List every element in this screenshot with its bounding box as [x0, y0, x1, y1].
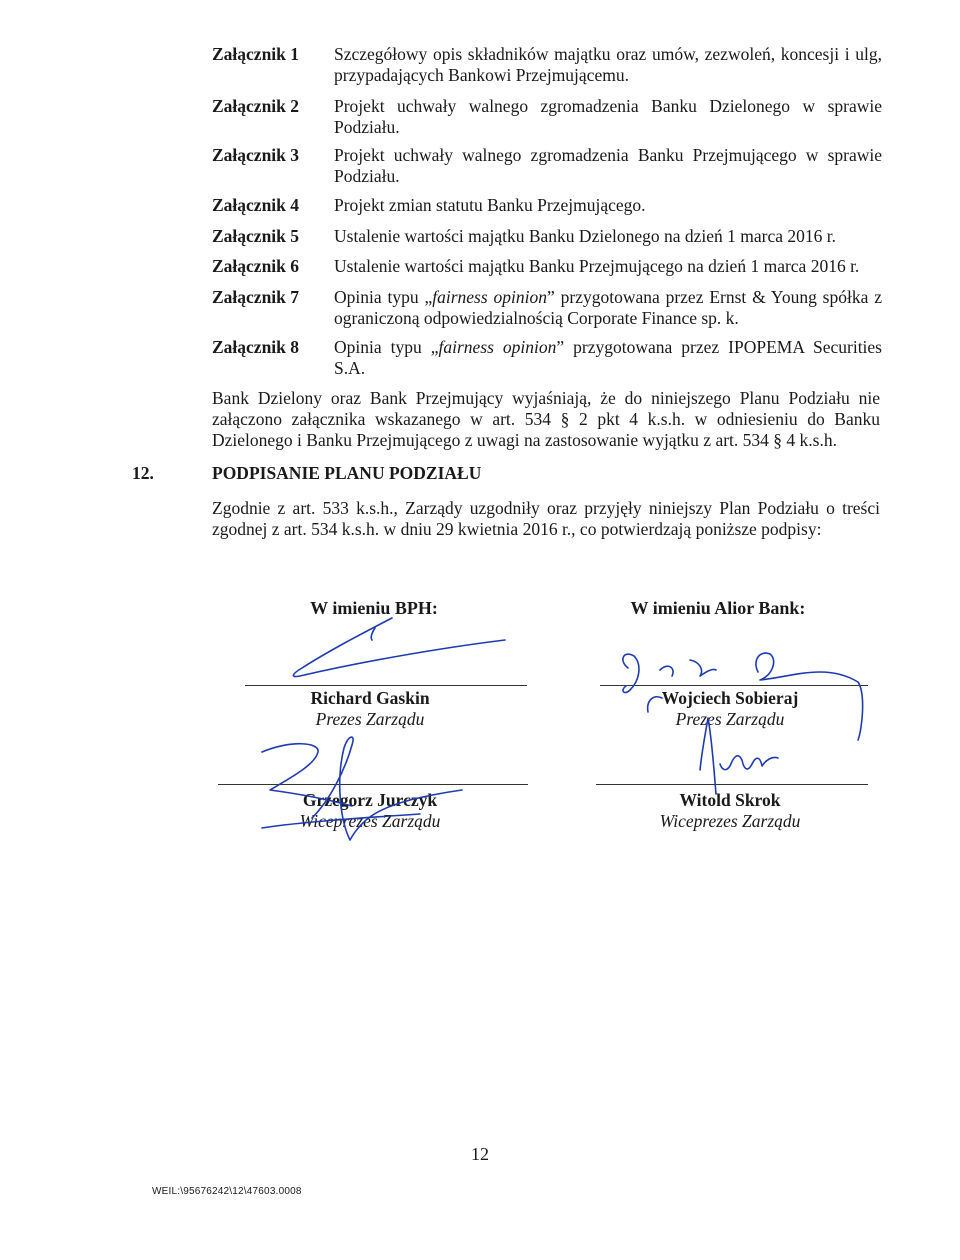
attachment-label: Załącznik 7 [212, 287, 300, 307]
attachment-label: Załącznik 2 [212, 96, 300, 116]
signatory-name: Witold Skrok [679, 790, 781, 810]
alior-signatory-heading: W imieniu Alior Bank: [630, 598, 806, 618]
section-number: 12. [132, 463, 154, 483]
signature-line [245, 685, 527, 686]
attachment-label: Załącznik 5 [212, 226, 300, 246]
signatory-role: Prezes Zarządu [315, 709, 425, 729]
section-paragraph: Zgodnie z art. 533 k.s.h., Zarządy uzgodniły oraz przyjęły niniejszy Plan Podziału o treści zgodnej z art. 534 k.s.h. w dniu 29 kwietnia 2016 r., co potwierdzają poniższe podpisy: [212, 498, 880, 539]
attachment-text-rest: ” przygotowana przez IPOPEMA Securities S.A. [334, 337, 882, 378]
document-reference: WEIL:\95676242\12\47603.0008 [152, 1186, 302, 1197]
attachment-text-rest: ” przygotowana przez Ernst & Young spółka z ograniczoną odpowiedzialnością Corporate Finance sp. k. [334, 287, 882, 328]
attachment-description [334, 337, 882, 379]
attachment-description [334, 287, 882, 329]
signatory-name: Richard Gaskin [310, 688, 430, 708]
attachment-label: Załącznik 3 [212, 145, 300, 165]
explanation-paragraph: Bank Dzielony oraz Bank Przejmujący wyjaśniają, że do niniejszego Planu Podziału nie załączono załącznika wskazanego w art. 534 § 2 pkt 4 k.s.h. w odniesieniu do Banku Dzielonego i Banku Przejmującego z uwagi na zastosowanie wyjątku z art. 534 § 4 k.s.h. [212, 388, 880, 450]
attachment-label: Załącznik 8 [212, 337, 300, 357]
attachment-description: Ustalenie wartości majątku Banku Przejmującego na dzień 1 marca 2016 r. [334, 256, 860, 276]
italic-term: fairness opinion [432, 287, 547, 307]
quote-open: Opinia typu „ [334, 337, 439, 357]
attachment-description: Projekt zmian statutu Banku Przejmującego. [334, 195, 646, 215]
attachment-description: Szczegółowy opis składników majątku oraz umów, zezwoleń, koncesji i ulg, przypadających Bankowi Przejmującemu. [334, 44, 882, 85]
signatory-role: Wiceprezes Zarządu [299, 811, 441, 831]
section-title: PODPISANIE PLANU PODZIAŁU [212, 463, 482, 483]
signature-line [596, 784, 868, 785]
italic-term: fairness opinion [438, 337, 557, 357]
attachment-label: Załącznik 4 [212, 195, 300, 215]
page-number: 12 [471, 1144, 489, 1164]
signatory-role: Prezes Zarządu [675, 709, 785, 729]
signature-line [600, 685, 868, 686]
attachment-description: Ustalenie wartości majątku Banku Dzielonego na dzień 1 marca 2016 r. [334, 226, 836, 246]
attachment-label: Załącznik 6 [212, 256, 300, 276]
attachment-description: Projekt uchwały walnego zgromadzenia Banku Dzielonego w sprawie Podziału. [334, 96, 882, 137]
attachment-label: Załącznik 1 [212, 44, 300, 64]
signatory-name: Wojciech Sobieraj [661, 688, 799, 708]
signatory-name: Grzegorz Jurczyk [302, 790, 438, 810]
signatory-role: Wiceprezes Zarządu [659, 811, 801, 831]
signature-gaskin [293, 618, 505, 677]
quote-open: Opinia typu „ [334, 287, 433, 307]
signature-line [218, 784, 528, 785]
bph-signatory-heading: W imieniu BPH: [310, 598, 438, 618]
attachment-description: Projekt uchwały walnego zgromadzenia Banku Przejmującego w sprawie Podziału. [334, 145, 882, 186]
